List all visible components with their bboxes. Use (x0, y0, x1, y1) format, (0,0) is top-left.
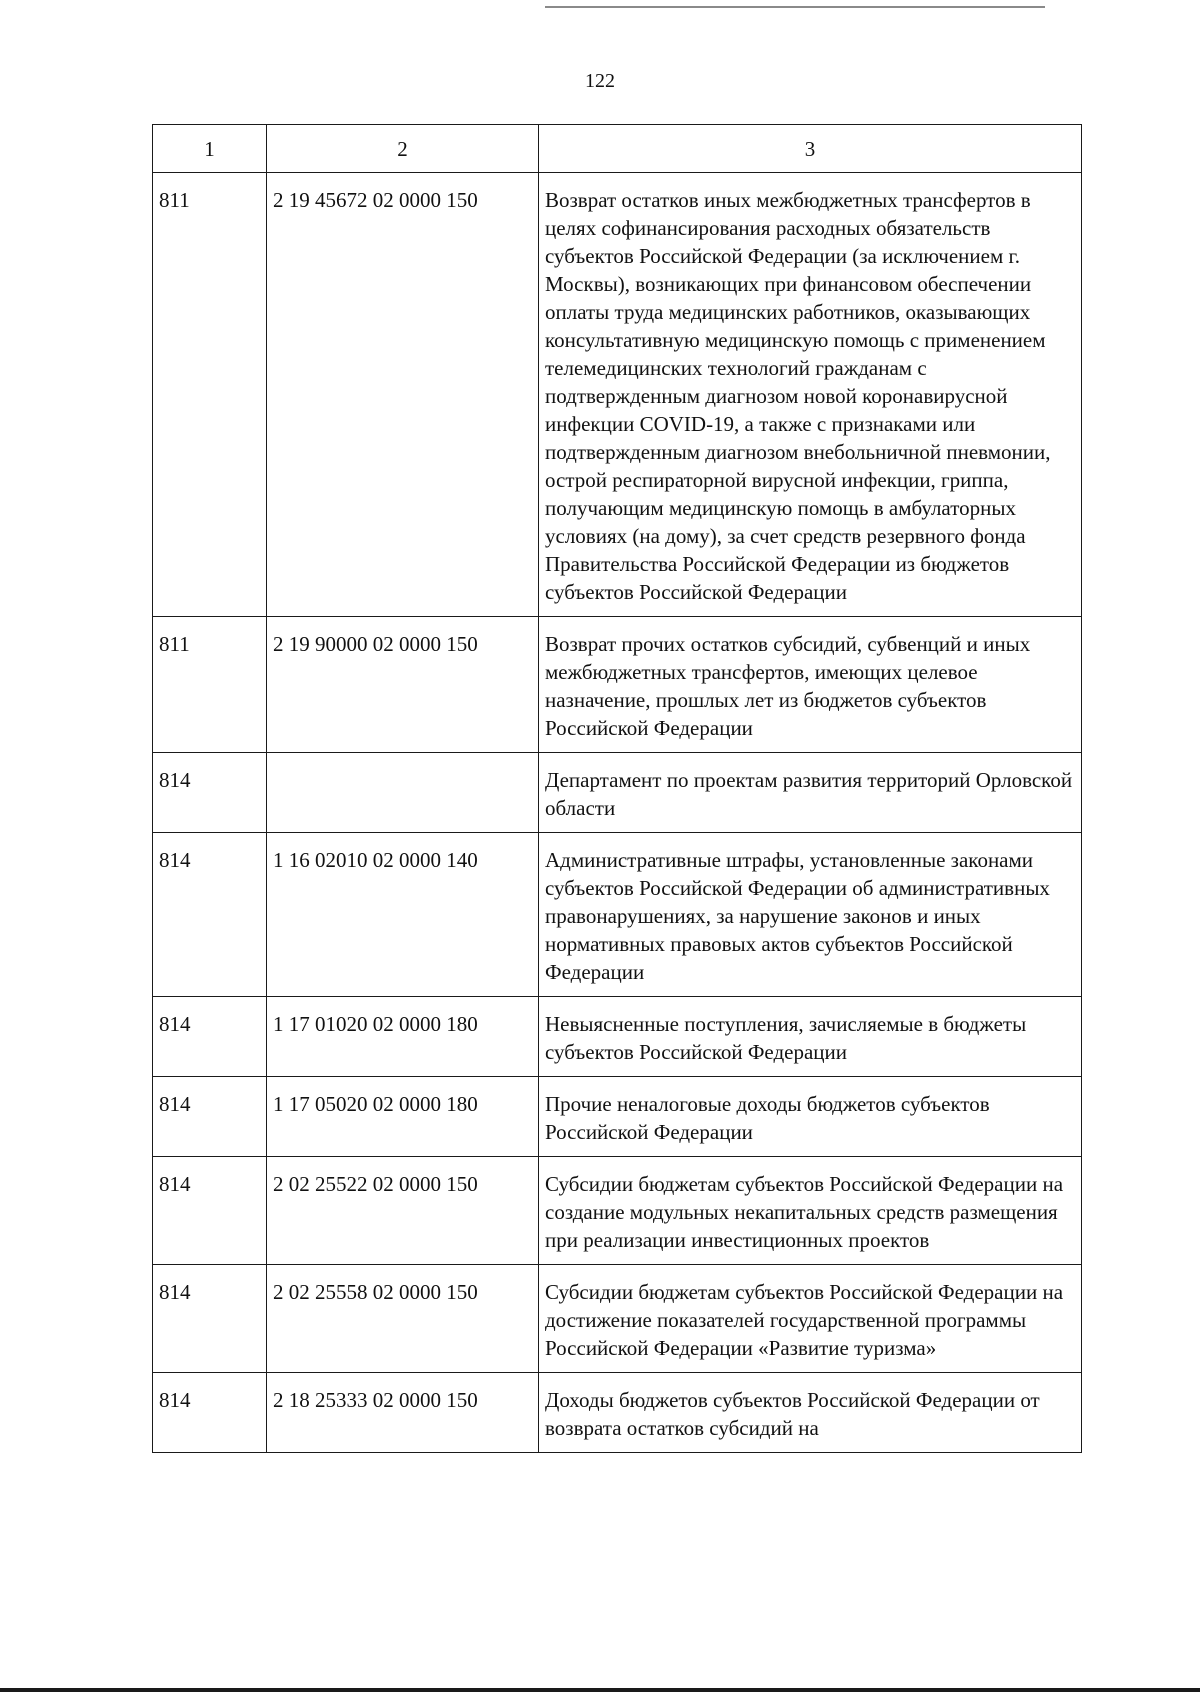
table-row (153, 833, 1082, 997)
description-cell: Департамент по проектам развития территорий Орловской области (539, 753, 1082, 833)
admin-code-cell: 814 (153, 753, 267, 833)
budget-code-cell: 1 17 05020 02 0000 180 (267, 1077, 539, 1157)
header-row (153, 125, 1082, 173)
bottom-scan-rule (0, 1688, 1200, 1692)
admin-code-cell: 814 (153, 833, 267, 997)
budget-code-cell: 2 18 25333 02 0000 150 (267, 1373, 539, 1453)
table-row (153, 1265, 1082, 1373)
admin-code-cell: 814 (153, 1157, 267, 1265)
table-row (153, 1157, 1082, 1265)
budget-code-cell: 1 16 02010 02 0000 140 (267, 833, 539, 997)
description-cell: Возврат остатков иных межбюджетных трансфертов в целях софинансирования расходных обязательств субъектов Российской Федерации (за исключением г. Москвы), возникающих при финансовом обеспечении оплаты труда медицинских работников, оказывающих консультативную медицинскую помощь с применением телемедицинских технологий гражданам с подтвержденным диагнозом новой коронавирусной инфекции COVID-19, а также с признаками или подтвержденным диагнозом внебольничной пневмонии, острой респираторной вирусной инфекции, гриппа, получающим медицинскую помощь в амбулаторных условиях (на дому), за счет средств резервного фонда Правительства Российской Федерации из бюджетов субъектов Российской Федерации (539, 173, 1082, 617)
table-row (153, 753, 1082, 833)
description-cell: Субсидии бюджетам субъектов Российской Федерации на создание модульных некапитальных средств размещения при реализации инвестиционных проектов (539, 1157, 1082, 1265)
table-row (153, 997, 1082, 1077)
budget-code-cell: 2 19 45672 02 0000 150 (267, 173, 539, 617)
budget-codes-table (152, 124, 1082, 1453)
description-cell: Административные штрафы, установленные законами субъектов Российской Федерации об административных правонарушениях, за нарушение законов и иных нормативных правовых актов субъектов Российской Федерации (539, 833, 1082, 997)
page-number: 122 (585, 70, 615, 92)
budget-code-cell: 2 19 90000 02 0000 150 (267, 617, 539, 753)
table-row (153, 1373, 1082, 1453)
table-header (153, 125, 1082, 173)
description-cell: Возврат прочих остатков субсидий, субвенций и иных межбюджетных трансфертов, имеющих целевое назначение, прошлых лет из бюджетов субъектов Российской Федерации (539, 617, 1082, 753)
admin-code-cell: 811 (153, 617, 267, 753)
budget-code-cell (267, 753, 539, 833)
header-col-2: 2 (267, 125, 539, 173)
table-row (153, 1077, 1082, 1157)
budget-code-cell: 1 17 01020 02 0000 180 (267, 997, 539, 1077)
header-col-1: 1 (153, 125, 267, 173)
top-scan-rule (545, 6, 1045, 8)
admin-code-cell: 814 (153, 1265, 267, 1373)
admin-code-cell: 814 (153, 997, 267, 1077)
header-col-3: 3 (539, 125, 1082, 173)
description-cell: Доходы бюджетов субъектов Российской Федерации от возврата остатков субсидий на (539, 1373, 1082, 1453)
admin-code-cell: 814 (153, 1373, 267, 1453)
table-row (153, 173, 1082, 617)
admin-code-cell: 814 (153, 1077, 267, 1157)
admin-code-cell: 811 (153, 173, 267, 617)
table-row (153, 617, 1082, 753)
description-cell: Прочие неналоговые доходы бюджетов субъектов Российской Федерации (539, 1077, 1082, 1157)
description-cell: Невыясненные поступления, зачисляемые в бюджеты субъектов Российской Федерации (539, 997, 1082, 1077)
table-body (153, 173, 1082, 1453)
description-cell: Субсидии бюджетам субъектов Российской Федерации на достижение показателей государственной программы Российской Федерации «Развитие туризма» (539, 1265, 1082, 1373)
budget-code-cell: 2 02 25522 02 0000 150 (267, 1157, 539, 1265)
budget-code-cell: 2 02 25558 02 0000 150 (267, 1265, 539, 1373)
